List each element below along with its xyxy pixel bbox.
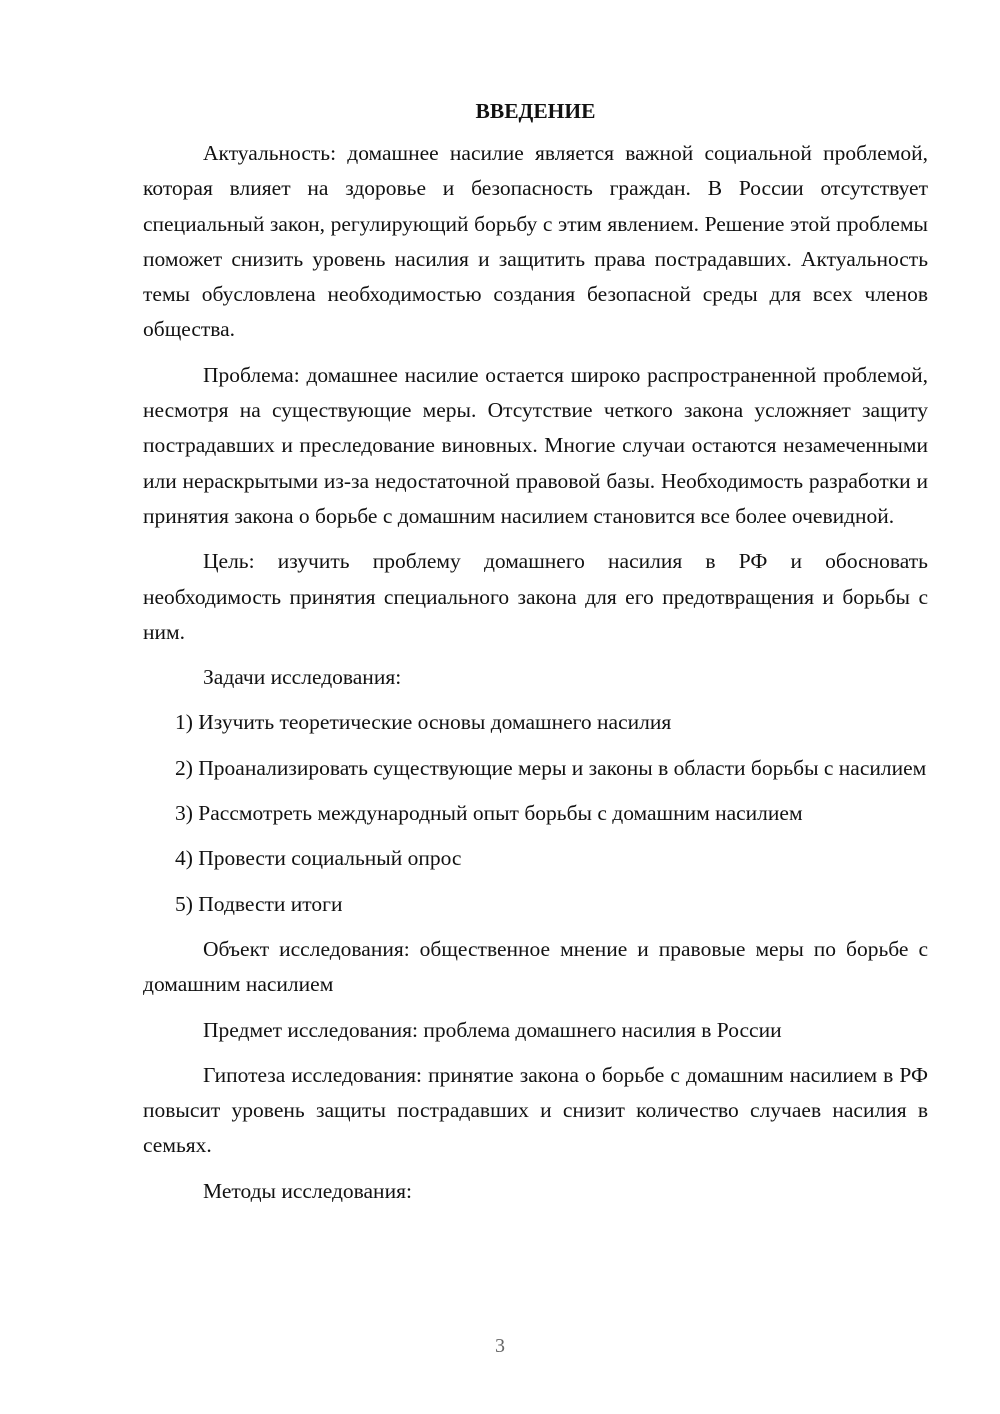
paragraph-methods: Методы исследования:	[203, 1178, 412, 1203]
task-item-5: 5) Подвести итоги	[175, 891, 343, 916]
page-number: 3	[495, 1335, 505, 1357]
task-item-4: 4) Провести социальный опрос	[175, 846, 462, 871]
page-content	[143, 96, 928, 1219]
paragraph-relevance: Актуальность: домашнее насилие является важной социальной проблемой, которая влияет на здоровье и безопасность граждан. В России отсутствует специальный закон, регулирующий борьбу с этим явлением. Решение этой проблемы поможет снизить уровень насилия и защитить права пострадавших. Актуальность темы обусловлена необходимостью создания безопасной среды для всех членов общества.	[143, 141, 928, 342]
task-item-3: 3) Рассмотреть международный опыт борьбы с домашним насилием	[175, 801, 803, 826]
task-item-1: 1) Изучить теоретические основы домашнего насилия	[175, 710, 672, 735]
paragraph-hypothesis: Гипотеза исследования: принятие закона о борьбе с домашним насилием в РФ повысит уровень защиты пострадавших и снизит количество случаев насилия в семьях.	[143, 1062, 928, 1158]
paragraph-object: Объект исследования: общественное мнение и правовые меры по борьбе с домашним насилием	[143, 936, 928, 997]
section-title: ВВЕДЕНИЕ	[475, 99, 596, 123]
paragraph-goal: Цель: изучить проблему домашнего насилия в РФ и обосновать необходимость принятия специального закона для его предотвращения и борьбы с ним.	[143, 549, 928, 644]
paragraph-subject: Предмет исследования: проблема домашнего насилия в России	[203, 1017, 782, 1042]
task-item-2: 2) Проанализировать существующие меры и законы в области борьбы с насилием	[175, 755, 927, 780]
paragraph-tasks-heading: Задачи исследования:	[203, 665, 402, 690]
paragraph-problem: Проблема: домашнее насилие остается широко распространенной проблемой, несмотря на существующие меры. Отсутствие четкого закона усложняет защиту пострадавших и преследование виновных. Многие случаи остаются незамеченными или нераскрытыми из-за недостаточной правовой базы. Необходимость разработки и принятия закона о борьбе с домашним насилием становится все более очевидной.	[143, 362, 928, 528]
